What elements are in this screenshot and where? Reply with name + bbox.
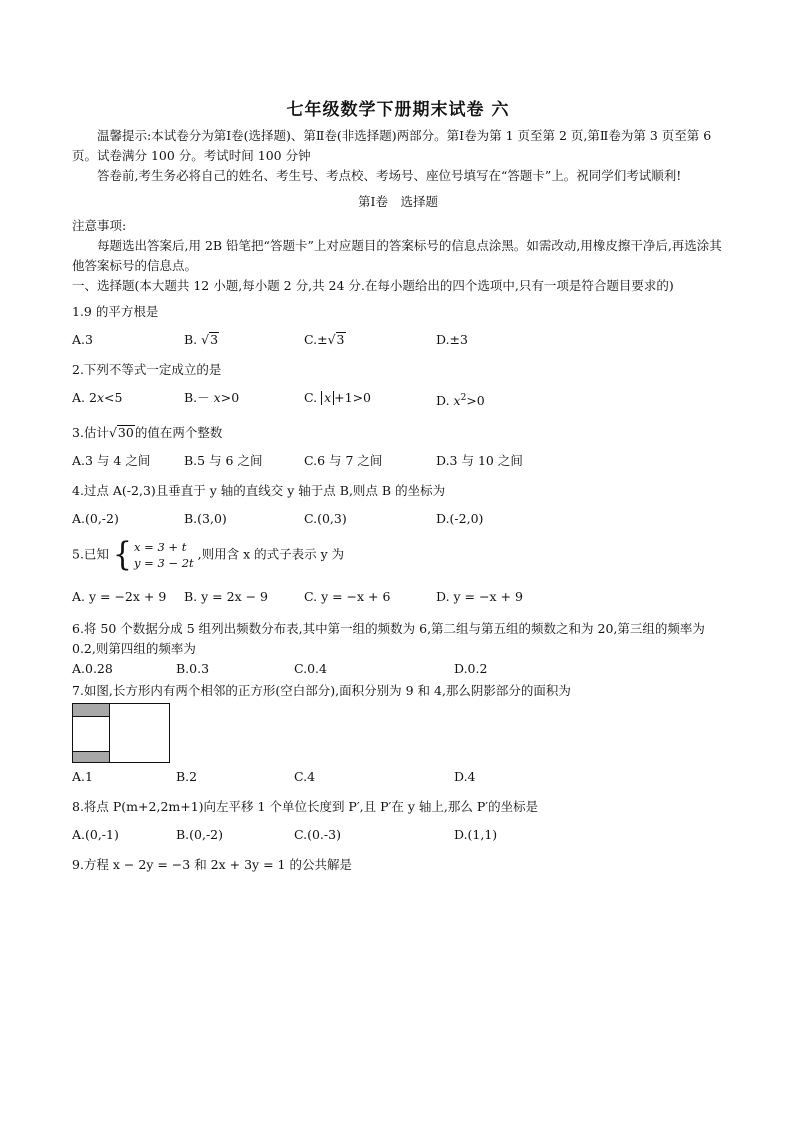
q3-option-d: D.3 与 10 之间 [436,453,523,469]
question-6-stem: 6.将 50 个数据分成 5 组列出频数分布表,其中第一组的频数为 6,第二组与第五组的频数之和为 20,第三组的频率为 0.2,则第四组的频率为 [72,621,705,657]
question-5-stem [72,535,724,574]
q1-option-b: B. √3 [184,332,219,347]
q1-option-c: C.±√3 [304,332,345,347]
q2-option-b [184,388,304,411]
q2-c-prefix: C. [304,390,318,405]
q8-option-b: B.(0,-2) [176,827,224,843]
q5-stem-post: ,则用含 x 的式子表示 y 为 [197,546,345,562]
q5-system [112,535,194,574]
question-6-options [72,659,724,679]
notes-text: 每题选出答案后,用 2B 铅笔把“答题卡”上对应题目的答案标号的信息点涂黑。如需改动,用橡皮擦干净后,再选涂其他答案标号的信息点。 [72,238,722,273]
q2-a-suffix: <5 [104,390,123,405]
q2-d-exponent: 2 [460,393,467,403]
question-9-stem: 9.方程 x − 2y = −3 和 2x + 3y = 1 的公共解是 [72,857,352,873]
intro-tip: 温馨提示:本试卷分为第Ⅰ卷(选择题)、第Ⅱ卷(非选择题)两部分。第Ⅰ卷为第 1 页至第 2 页,第Ⅱ卷为第 3 页至第 6 页。试卷满分 100 分。考试时间 100 分钟 [72,128,712,163]
question-7-options [72,767,724,787]
question-5-options [72,587,724,607]
q2-b-var: x [213,390,221,405]
q6-option-a: A.0.28 [72,661,113,677]
q5-equation-2: y = 3 − 2t [134,556,194,571]
q5-equations [134,539,194,571]
section-heading: 第Ⅰ卷 选择题 [358,194,438,209]
q2-b-prefix: B.－ [184,390,210,405]
q2-option-d [436,388,485,411]
q7-option-a: A.1 [72,769,93,785]
q2-d-suffix: >0 [466,393,485,409]
question-1-options [72,330,724,350]
q6-option-b: B.0.3 [176,661,210,677]
q3-radicand: 30 [117,425,134,441]
q6-option-d: D.0.2 [454,661,488,677]
question-7-stem: 7.如图,长方形内有两个相邻的正方形(空白部分),面积分别为 9 和 4,那么阴影部分的面积为 [72,683,571,699]
question-4-stem: 4.过点 A(-2,3)且垂直于 y 轴的直线交 y 轴于点 B,则点 B 的坐标为 [72,483,446,499]
question-4-options [72,509,724,529]
q2-c-var: x [321,391,334,405]
shaded-region-top [73,704,109,717]
q1-c-radicand: 3 [336,332,345,347]
exam-page [72,100,724,875]
q2-a-prefix: A. 2 [72,390,97,405]
q2-option-c [304,388,436,411]
rectangle-figure [72,703,170,763]
q2-b-suffix: >0 [220,390,240,405]
q5-stem-pre: 5.已知 [72,546,109,562]
q3-stem-post: 的值在两个整数 [134,425,223,441]
q8-option-d: D.(1,1) [454,827,498,843]
q4-option-a: A.(0,-2) [72,511,119,527]
q2-option-a [72,388,184,411]
q5-equation-1: x = 3 + t [134,540,187,555]
q4-option-b: B.(3,0) [184,511,227,527]
intro-instructions: 答卷前,考生务必将自己的姓名、考生号、考点校、考场号、座位号填写在“答题卡”上。祝同学们考试顺利! [97,168,682,183]
q1-option-a: A.3 [72,332,93,347]
q7-option-c: C.4 [294,769,316,785]
q1-c-prefix: C.± [304,332,328,347]
question-8-stem: 8.将点 P(m+2,2m+1)向左平移 1 个单位长度到 P′,且 P′在 y 轴上,那么 P′的坐标是 [72,799,539,815]
q7-option-b: B.2 [176,769,198,785]
q5-option-c: C. y = −x + 6 [304,589,391,605]
q2-d-var: x [453,393,461,409]
q3-stem-pre: 3.估计 [72,425,109,441]
q5-option-b: B. y = 2x − 9 [184,589,268,605]
notes-label: 注意事项: [72,218,127,233]
q4-option-c: C.(0,3) [304,511,347,527]
q4-option-d: D.(-2,0) [436,511,484,527]
q1-option-d: D.±3 [436,332,468,347]
q1-b-radicand: 3 [210,332,219,347]
exam-title: 七年级数学下册期末试卷 六 [286,100,510,120]
q8-option-a: A.(0,-1) [72,827,119,843]
question-3-stem: 3.估计√30的值在两个整数 [72,425,223,441]
question-8-options [72,825,724,845]
part-one-heading: 一、选择题(本大题共 12 小题,每小题 2 分,共 24 分.在每小题给出的四个选项中,只有一项是符合题目要求的) [72,278,674,293]
question-1-stem: 1.9 的平方根是 [72,304,159,319]
q3-option-b: B.5 与 6 之间 [184,453,263,469]
question-3-options [72,451,724,471]
q3-option-c: C.6 与 7 之间 [304,453,383,469]
shaded-region-bottom [73,751,109,762]
question-2-options [72,388,724,411]
q6-option-c: C.0.4 [294,661,327,677]
q2-c-suffix: +1>0 [334,390,371,405]
q2-a-var: x [96,390,104,405]
q3-option-a: A.3 与 4 之间 [72,453,151,469]
q5-option-a: A. y = −2x + 9 [72,589,167,605]
q7-option-d: D.4 [454,769,476,785]
q5-option-d: D. y = −x + 9 [436,589,523,605]
q1-b-prefix: B. [184,332,198,347]
brace-icon: { [112,535,133,574]
q8-option-c: C.(0.-3) [294,827,341,843]
question-2-stem: 2.下列不等式一定成立的是 [72,362,222,377]
q2-d-prefix: D. [436,393,454,409]
